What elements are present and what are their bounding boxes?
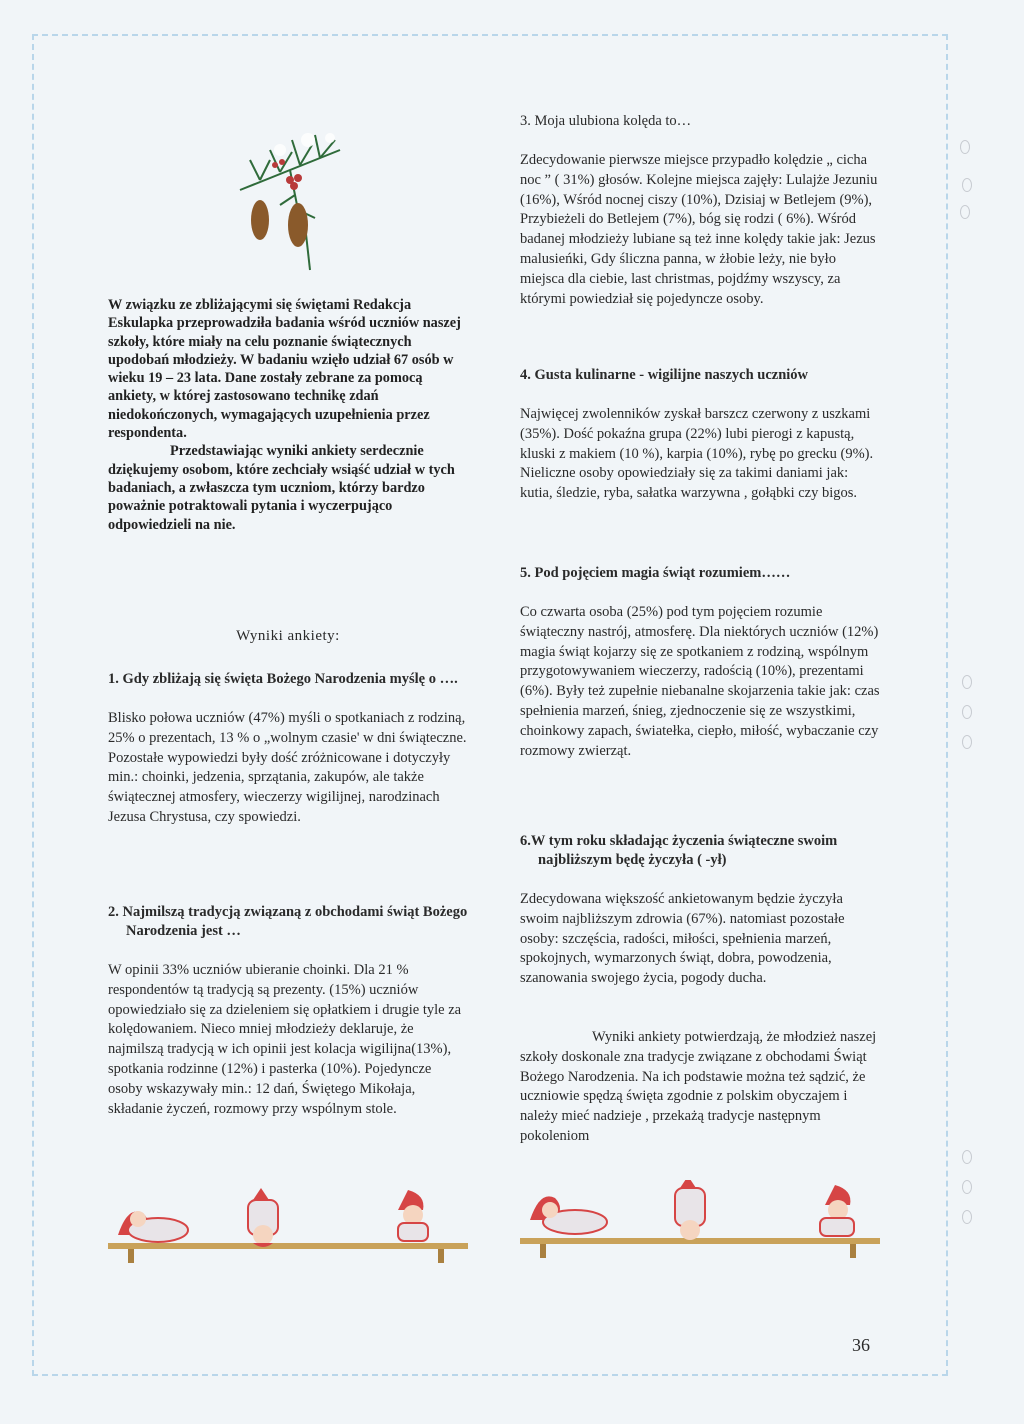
closing-paragraph: Wyniki ankiety potwierdzają, że młodzież naszej szkoły doskonale zna tradycje związane z obchodami Świąt Bożego Narodzenia. Na ich podstawie można też sądzić, że uczniowie spędzą święta zgodnie z polskim obyczajem i należy mieć nadzieje , przekażą tradycje następnym pokoleniom	[520, 1029, 877, 1144]
section-3-body: Zdecydowanie pierwsze miejsce przypadło kolędzie „ cicha noc ” ( 31%) głosów. Kolejne miejsca zajęły: Lulajże Jezuniu (16%), Wśród nocnej ciszy (10%), Dzisiaj w Betlejem (9%), Przybieżeli do Betlejem (7%), bóg się rodzi ( 6%). Wśród badanej młodzieży lubiane są też inne kolędy takie jak: Jezus malusieńki, Gdy śliczna panna, w żłobie leży, nie było miejsca dla ciebie, last christmas, pojdźmy wszyscy, za którymi powiedział się pojedyncze osoby.	[520, 152, 878, 307]
intro-paragraph-2: Przedstawiając wyniki ankiety serdecznie dziękujemy osobom, które zechciały wsiąść udział w tych badaniach, a zwłaszcza tym uczniom, którzy bardzo poważnie potraktowali pytania i wyczerpująco odpowiedzieli na nie.	[108, 443, 455, 533]
binder-ring	[960, 140, 970, 154]
section-2	[108, 903, 468, 1119]
closing-section	[520, 1028, 880, 1147]
section-5-body: Co czwarta osoba (25%) pod tym pojęciem rozumie świąteczny nastrój, atmosferę. Dla niektórych uczniów (12%) magia świąt kojarzy się ze spotkaniem z rodziną, wspólnym przygotowywaniem wieczerzy, radością (10%), prezentami (6%). Były też zupełnie niebanalne skojarzenia takie jak: czas spełnienia marzeń, śnieg, zjednoczenie się ze wszystkimi, choinkowy zapach, światełka, ciepło, miłość, wybaczanie czy rozmowy zwierząt.	[520, 604, 880, 759]
binder-ring	[962, 1180, 972, 1194]
section-4	[520, 366, 880, 504]
section-3	[520, 112, 880, 309]
section-5	[520, 564, 880, 761]
page-number: 36	[852, 1335, 870, 1355]
gnomes-on-bench-icon	[520, 1180, 880, 1260]
section-1-body: Blisko połowa uczniów (47%) myśli o spotkaniach z rodziną, 25% o prezentach, 13 % o „wolnym czasie' w dni świąteczne. Pozostałe wypowiedzi były dość zróżnicowane i dotyczyły min.: choinki, jedzenia, sprzątania, zakupów, ale także świątecznej atmosfery, wieczerzy wigilijnej, narodzinach Jezusa Chrystusa, czy spowiedzi.	[108, 710, 467, 825]
binder-ring	[962, 705, 972, 719]
intro-paragraph-1: W związku ze zbliżającymi się świętami Redakcja Eskulapka przeprowadziła badania wśród uczniów naszej szkoły, które miały na celu poznanie świątecznych upodobań młodzieży. W badaniu wzięło udział 67 osób w wieku 19 – 23 lata. Dane zostały zebrane za pomocą ankiety, w której zastosowano technikę zdań niedokończonych, wymagających uzupełnienia przez respondenta.	[108, 297, 461, 442]
binder-ring	[962, 1150, 972, 1164]
section-4-heading: 4. Gusta kulinarne - wigilijne naszych uczniów	[520, 367, 809, 383]
binder-ring	[962, 178, 972, 192]
binder-ring	[960, 205, 970, 219]
section-1-heading: 1. Gdy zbliżają się święta Bożego Narodzenia myślę o ….	[108, 671, 458, 687]
gnomes-on-bench-icon	[108, 1185, 468, 1265]
section-5-heading: 5. Pod pojęciem magia świąt rozumiem……	[520, 565, 791, 581]
pine-branch-icon	[220, 110, 360, 280]
binder-ring	[962, 675, 972, 689]
results-title: Wyniki ankiety:	[236, 628, 340, 644]
section-6	[520, 832, 880, 989]
section-1	[108, 670, 468, 828]
intro-text	[108, 296, 468, 534]
section-3-heading: 3. Moja ulubiona kolęda to…	[520, 113, 692, 129]
binder-ring	[962, 1210, 972, 1224]
section-6-heading: 6.W tym roku składając życzenia świąteczne swoim najbliższym będę życzyła ( -ył)	[520, 833, 838, 868]
binder-ring	[962, 735, 972, 749]
section-6-body: Zdecydowana większość ankietowanym będzie życzyła swoim najbliższym zdrowia (67%). natomiast pozostałe osoby: szczęścia, radości, miłości, spełnienia marzeń, spokojnych, wymarzonych świąt, dobra, powodzenia, szanowania swojego życia, pogody ducha.	[520, 891, 845, 987]
section-2-body: W opinii 33% uczniów ubieranie choinki. Dla 21 % respondentów tą tradycją są prezenty. (15%) uczniów opowiedziało się za dzieleniem się opłatkiem i drugie tyle za kolędowaniem. Nieco mniej młodzieży deklaruje, że najmilszą tradycją w ich opinii jest kolacja wigilijna(13%), spotkania rodzinne (12%) i pasterka (10%). Pojedyncze osoby wskazywały min.: 12 dań, Świętego Mikołaja, składanie życzeń, rozmowy przy wspólnym stole.	[108, 962, 462, 1117]
section-2-heading: 2. Najmilszą tradycją związaną z obchodami świąt Bożego Narodzenia jest …	[108, 904, 468, 939]
section-4-body: Najwięcej zwolenników zyskał barszcz czerwony z uszkami (35%). Dość pokaźna grupa (22%) lubi pierogi z kapustą, kluski z makiem (10 %), karpia (10%), rybę po grecku (9%). Nieliczne osoby opowiedziały się za takimi daniami jak: kutia, śledzie, ryba, sałatka warzywna , gołąbki czy bigos.	[520, 406, 874, 502]
